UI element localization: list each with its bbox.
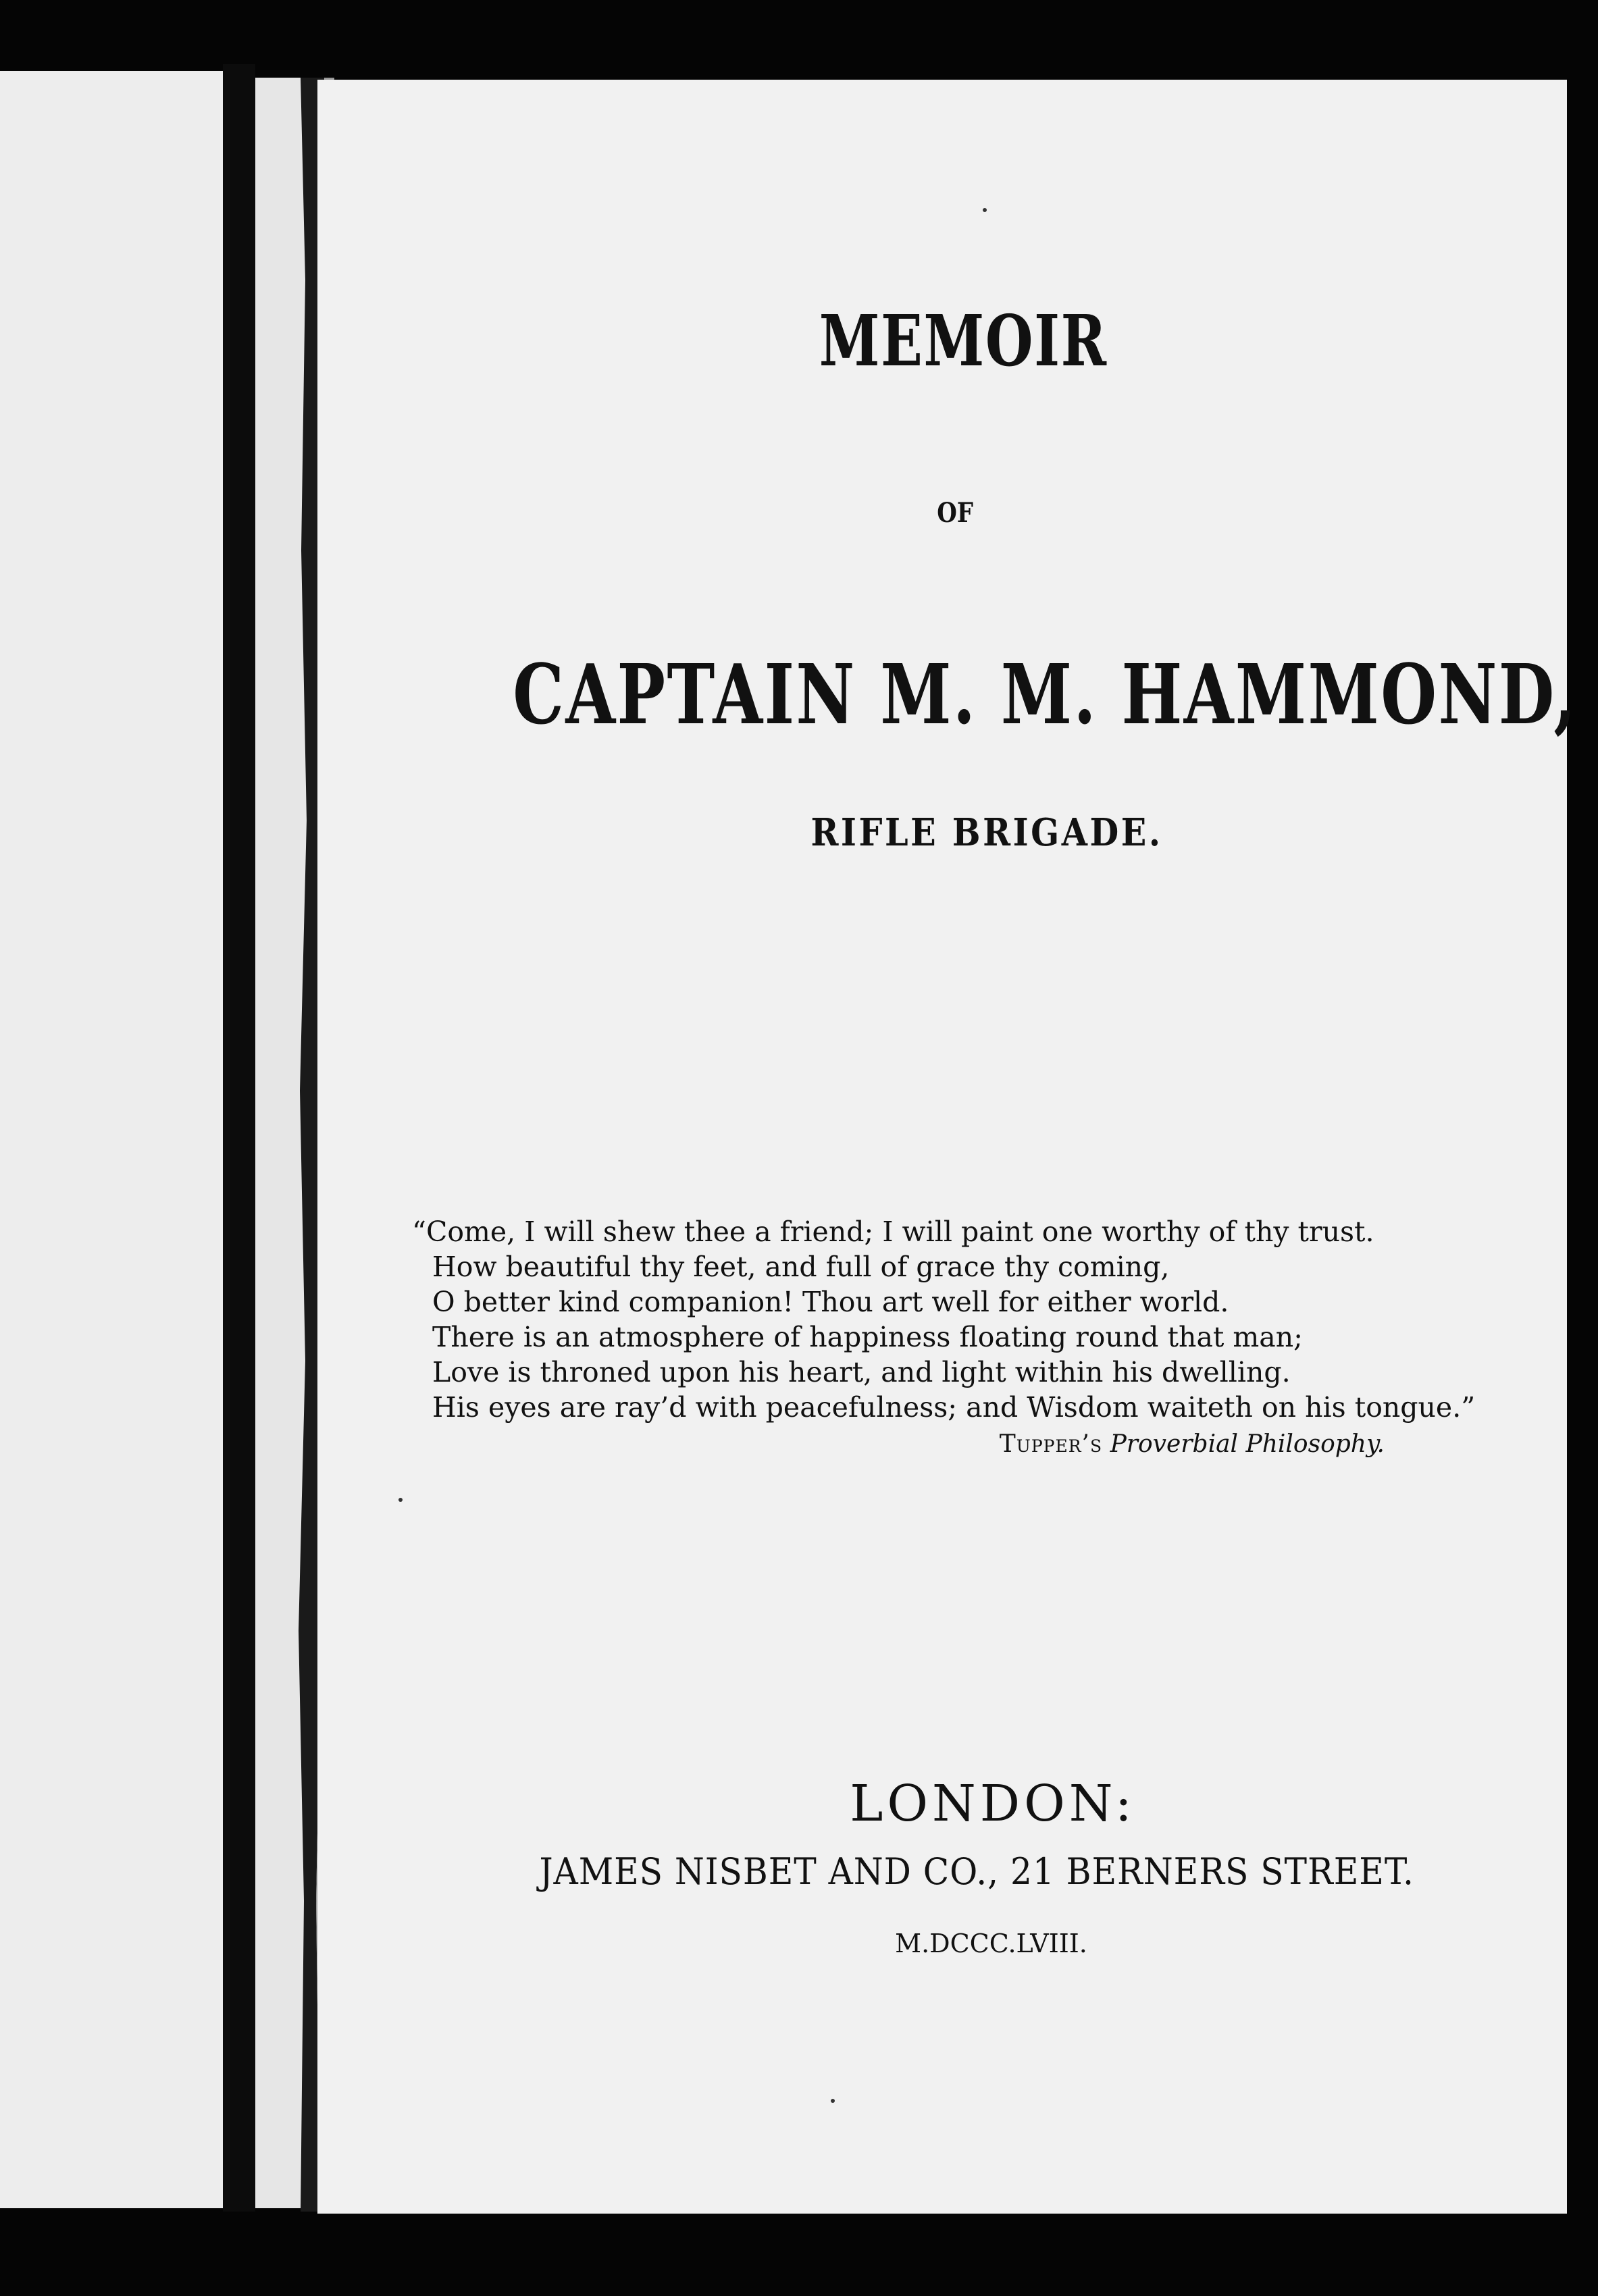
epigraph-line: Love is throned upon his heart, and light within his dwelling. <box>432 1356 1291 1388</box>
attribution-author: Tupper’s <box>999 1430 1103 1458</box>
ink-speck <box>831 2099 835 2103</box>
title-connector: OF <box>937 497 974 529</box>
imprint-publisher: JAMES NISBET AND CO., 21 BERNERS STREET. <box>539 1850 1414 1893</box>
epigraph <box>412 1214 1476 1425</box>
epigraph-line: His eyes are ray’d with peacefulness; and Wisdom waiteth on his tongue.” <box>432 1391 1476 1424</box>
imprint-place: LONDON: <box>850 1775 1136 1833</box>
imprint-date: M.DCCC.LVIII. <box>895 1929 1087 1958</box>
binding-gutter <box>223 64 255 2212</box>
title-page <box>317 80 1578 2214</box>
ink-speck <box>983 208 987 212</box>
epigraph-line: “Come, I will shew thee a friend; I will paint one worthy of thy trust. <box>412 1216 1374 1248</box>
book-title: MEMOIR <box>819 299 1108 382</box>
subject-name: CAPTAIN M. M. HAMMOND, <box>513 646 1578 743</box>
attribution-work: Proverbial Philosophy. <box>1110 1430 1385 1458</box>
regiment-name: RIFLE BRIGADE. <box>810 810 1163 855</box>
epigraph-line: O better kind companion! Thou art well for either world. <box>432 1286 1229 1318</box>
epigraph-attribution <box>1000 1430 1385 1458</box>
epigraph-line: There is an atmosphere of happiness floating round that man; <box>432 1321 1303 1353</box>
epigraph-line: How beautiful thy feet, and full of grace thy coming, <box>432 1251 1170 1283</box>
ink-speck <box>398 1498 403 1502</box>
previous-page-edge <box>0 71 223 2208</box>
